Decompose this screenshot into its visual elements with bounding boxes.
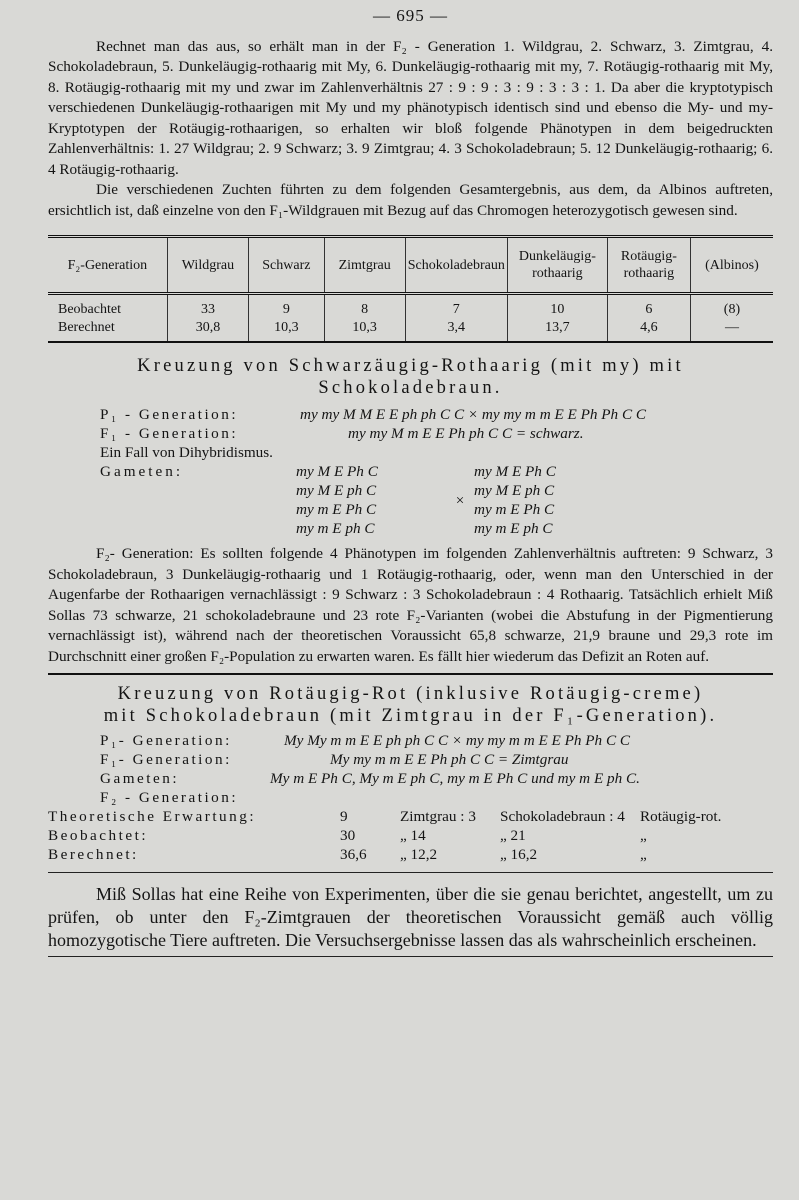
dihybrid-text: Ein Fall von Dihybridismus. (100, 444, 273, 461)
row-label: Beobachtet (48, 294, 167, 320)
section-divider (48, 872, 773, 873)
col-albinos: (Albinos) (690, 237, 773, 294)
section2-f2-row (48, 788, 773, 807)
table-cell: 10 (507, 294, 607, 320)
gameten-label: Gameten: (100, 770, 180, 787)
gameten-grid (48, 462, 773, 538)
table-row (48, 319, 773, 342)
table-cell: (8) (723, 302, 741, 317)
table-cell: 7 (405, 294, 507, 320)
section2-p1-row (48, 731, 773, 750)
observed-value: „ 21 (500, 827, 526, 844)
f1-genotype: My my m m E E Ph ph C C = Zimtgrau (330, 751, 569, 768)
gamete-left: my m E ph C (296, 520, 375, 537)
calculated-value: „ 16,2 (500, 846, 538, 863)
cross-symbol: × (455, 491, 465, 509)
expect-label: Theoretische Erwartung: (48, 808, 257, 825)
gameten-list: My m E Ph C, My m E ph C, my m E Ph C und my m E ph C. (270, 770, 640, 787)
bottom-rule (48, 956, 773, 957)
section1-p1-row (48, 405, 773, 424)
table-cell: — (724, 320, 739, 335)
section1-title: Kreuzung von Schwarzäugig-Rothaarig (mit my) mit (137, 356, 684, 376)
results-table (48, 235, 773, 343)
table-cell: 4,6 (607, 319, 690, 342)
expect-value: Zimtgrau : 3 (400, 808, 476, 825)
calculated-row (48, 845, 773, 864)
closing-paragraph: Miß Sollas hat eine Reihe von Experimenten, über die sie genau berichtet, angestellt, um zu prüfen, ob unter den F₂-Zimtgrauen der theoretischen Voraussicht gemäß auch völlig homozygotische Tiere auftreten. Die Versuchsergebnisse lassen das als wahrscheinlich erscheinen. (48, 884, 773, 950)
col-wildgrau: Wildgrau (167, 237, 248, 294)
f1-genotype: my my M m E E Ph ph C C = schwarz. (348, 425, 584, 442)
section2-f1-row (48, 750, 773, 769)
col-dunkelaeugig-rothaarig: Dunkeläugig-rothaarig (507, 237, 607, 294)
observed-label: Beobachtet: (48, 827, 149, 844)
table-cell: 33 (167, 294, 248, 320)
table-cell: 13,7 (507, 319, 607, 342)
table-cell: 8 (324, 294, 405, 320)
section1-f2-paragraph: F₂- Generation: Es sollten folgende 4 Phänotypen im folgenden Zahlenverhältnis auftreten: 9 Schwarz, 3 Schokoladebraun, 3 Dunkeläugig-rothaarig und 1 Rotäugig-rothaarig, oder, wenn man den Unterschied in der Augenfarbe der Rothaarigen vernachlässigt : 9 Schwarz : 3 Schokoladebraun : 4 Rothaarig. Tatsächlich erhielt Miß Sollas 73 schwarze, 21 schokoladebraune und 23 rote F₂-Varianten (wobei die Abstufung in der Pigmentierung vernachlässigt ist), während nach der theoretischen Voraussicht 65,8 schwarze, 21,9 braune und 29,3 rote im Durchschnitt einer großen F₂-Population zu erwarten waren. Es fällt hier wiederum das Defizit an Roten auf. (48, 545, 773, 665)
table-cell: 30,8 (167, 319, 248, 342)
gamete-right: my m E ph C (474, 520, 553, 537)
expect-value: Rotäugig-rot. (640, 808, 722, 825)
col-generation: F₂-Generation (48, 237, 167, 294)
p1-genotype: my my M M E E ph ph C C × my my m m E E Ph Ph C C (300, 406, 647, 423)
expect-value: Schokoladebraun : 4 (500, 808, 625, 825)
observed-value: 30 (340, 827, 356, 844)
p1-genotype: My My m m E E ph ph C C × my my m m E E Ph Ph C C (284, 732, 631, 749)
observed-row (48, 826, 773, 845)
gamete-left: my m E Ph C (296, 501, 377, 518)
section1-title-line2: Schokoladebraun. (318, 378, 503, 398)
section1-f1-row (48, 424, 773, 443)
gamete-left: my M E ph C (296, 482, 377, 499)
gamete-right: my M E ph C (474, 482, 555, 499)
f1-label: F₁ - Generation: (100, 425, 239, 442)
gamete-right: my m E Ph C (474, 501, 555, 518)
col-zimtgrau: Zimtgrau (324, 237, 405, 294)
table-cell: 9 (249, 294, 325, 320)
row-label: Berechnet (48, 319, 167, 342)
col-rotaeugig-rothaarig: Rotäugig-rothaarig (607, 237, 690, 294)
gameten-label: Gameten: (100, 463, 184, 480)
expect-value: 9 (340, 808, 348, 825)
table-header-row (48, 237, 773, 294)
p1-label: P₁ - Generation: (100, 406, 239, 423)
table-cell: 10,3 (324, 319, 405, 342)
col-schwarz: Schwarz (249, 237, 325, 294)
page-number: — 695 — (373, 6, 448, 25)
p1-label: P₁- Generation: (100, 732, 232, 749)
gamete-left: my M E Ph C (296, 463, 378, 480)
expectation-row (48, 807, 773, 826)
observed-value: „ (640, 827, 647, 844)
dihybrid-row (48, 443, 773, 462)
table-cell: 10,3 (249, 319, 325, 342)
calculated-value: „ 12,2 (400, 846, 438, 863)
section2-title: Kreuzung von Rotäugig-Rot (inklusive Rotäugig-creme) (117, 684, 704, 704)
f1-label: F₁- Generation: (100, 751, 232, 768)
gamete-right: my M E Ph C (474, 463, 556, 480)
table-cell: 6 (607, 294, 690, 320)
section2-title-line2: mit Schokoladebraun (mit Zimtgrau in der F₁-Generation). (103, 706, 718, 726)
section-divider (48, 673, 773, 675)
col-schokoladebraun: Schokoladebraun (405, 237, 507, 294)
table-row (48, 294, 773, 320)
calculated-value: „ (640, 846, 647, 863)
table-cell: 3,4 (405, 319, 507, 342)
observed-value: „ 14 (400, 827, 426, 844)
paragraph-gesamtergebnis: Die verschiedenen Zuchten führten zu dem folgenden Gesamtergebnis, aus dem, da Albinos auftreten, ersichtlich ist, daß einzelne von den F₁-Wildgrauen mit Bezug auf das Chromogen heterozygotisch gewesen sind. (48, 181, 773, 219)
calculated-value: 36,6 (340, 846, 367, 863)
f2-label: F₂ - Generation: (100, 789, 239, 806)
paragraph-f2-phenotypes: Rechnet man das aus, so erhält man in der F₂ - Generation 1. Wildgrau, 2. Schwarz, 3. Zimtgrau, 4. Schokoladebraun, 5. Dunkeläugig-rothaarig mit My, 6. Dunkeläugig-rothaarig mit my, 7. Rotäugig-rothaarig mit My, 8. Rotäugig-rothaarig mit my und zwar im Zahlenverhältnis 27 : 9 : 9 : 3 : 9 : 3 : 3 : 1. Da aber die kryptotypisch verschiedenen Dunkeläugig-rothaarigen mit My und my phänotypisch identisch sind und ebenso die My- und my-Kryptotypen der Rotäugig-rothaarigen, so erhalten wir bloß folgende Phänotypen in dem beigedruckten Zahlenverhältnis: 1. 27 Wildgrau; 2. 9 Schwarz; 3. 9 Zimtgrau; 4. 3 Schokoladebraun; 5. 12 Dunkeläugig-rothaarig; 6. 4 Rotäugig-rothaarig. (48, 37, 773, 178)
section2-gameten-row (48, 769, 773, 788)
calculated-label: Berechnet: (48, 846, 139, 863)
